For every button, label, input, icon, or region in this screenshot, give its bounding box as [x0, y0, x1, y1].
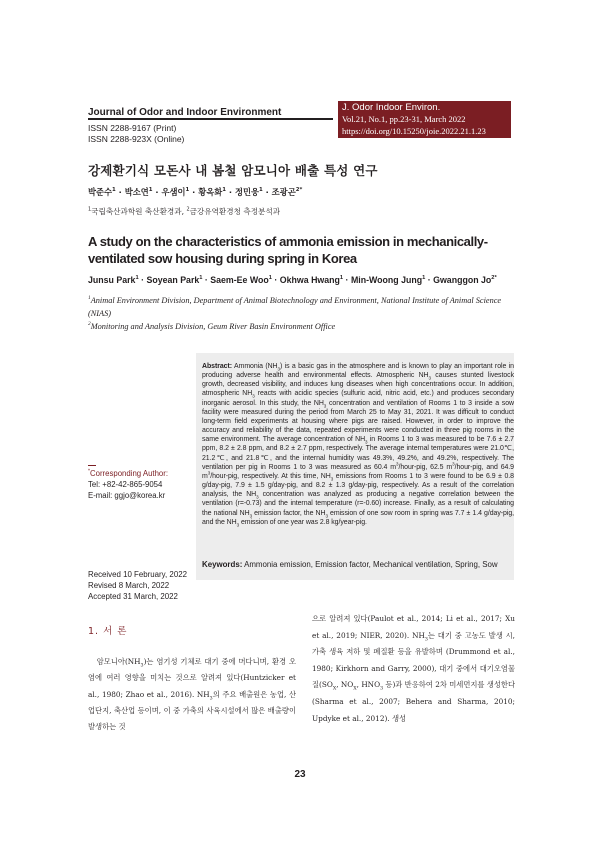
corresponding-email[interactable]: E-mail: ggjo@korea.kr [88, 491, 166, 500]
page-number: 23 [294, 769, 306, 780]
journal-citation-box [338, 101, 511, 138]
header-rule [88, 118, 333, 120]
author: Min-Woong Jung [350, 275, 423, 285]
english-title: A study on the characteristics of ammonia emission in mechanically-ventilated sow housing during spring in Korea [88, 234, 488, 266]
article-dates [88, 569, 187, 602]
keywords: Keywords: Ammonia emission, Emission factor, Mechanical ventilation, Spring, Sow [202, 560, 498, 569]
journal-header [88, 107, 333, 145]
corresponding-tel: Tel: +82-42-865-9054 [88, 480, 163, 489]
author: Junsu Park [88, 275, 136, 285]
section-heading: 1. 서 론 [88, 626, 128, 637]
english-authors: Junsu Park$^1$ · Soyean Park$^1$ · Saem-Ee Woo$^1$ · Okhwa Hwang$^1$ · Min-Woong Jung$^1$ · Gwanggon $Jo^{2*}$ [88, 275, 497, 285]
author: 조광곤 [271, 187, 296, 197]
date-accepted: Accepted 31 March, 2022 [88, 592, 178, 601]
box-doi[interactable]: https://doi.org/10.15250/joie.2022.21.1.23 [342, 126, 486, 136]
author: 박소연 [124, 187, 149, 197]
korean-affiliations: $^1$국립축산과학원 축산환경과, $^2$금강유역환경청 측정분석과 [88, 206, 281, 216]
author: 정민웅 [234, 187, 259, 197]
journal-name: Journal of Odor and Indoor Environment [88, 107, 282, 118]
abstract: Abstract: Ammonia $(NH_3)$ is a basic gas in the atmosphere and is known to play an important role in producing adverse health and environmental effects. Atmospheric $NH_3$ causes stunted livestock growth, decreased visibility, and induces lung diseases when high concentrations occur. In addition, atmospheric $NH_3$ reacts with acidic species (sulfuric acid, nitric acid, etc.) and produces secondary inorganic aerosol. In this study, the $NH_3$ concentration and ventilation of Rooms 1 to 3 inside a sow facility were measured during the period from March 25 to May 31, 2021. It was difficult to conduct long-term field experiments at housing where pigs are raised. However, in order to improve the accuracy and reliability of the data, repeated experiments were conducted in three pig rooms in the same environment. The average concentration of $NH_3$ in Rooms 1 to 3 was measured to be 7.6 ± 2.7 ppm, 8.2 ± 2.8 ppm, and 8.2 ± 2.7 ppm, respectively. The average internal temperatures were 21.0℃, 21.2℃, and 21.8℃, and the internal humidity was 49.3%, 49.2%, and 49.2%, respectively. The ventilation per pig in Rooms 1 to 3 was measured as 60.4 $m^3/hour$-pig, 62.5 $m^3/hour$-pig, and 64.9 $m^3/hour$-pig, respectively. At this time, $NH_3$ emissions from Rooms 1 to 3 were found to be 6.9 ± 0.8 g/day-pig, 7.9 ± 1.5 g/day-pig, and 8.2 ± 1.3 g/day-pig, respectively. As a result of the correlation analysis, the $NH_3$ concentration was analyzed as producing a negative correlation between the ventilation (r=-0.73) and the internal temperature (r=-0.60) increase. Finally, as a result of calculating the national $NH_3$ emission factor, the $NH_3$ emission of one sow room in spring was 7.7 ± 1.4 g/day-pig, and the $NH_3$ emission of one year was 2.8 kg/year-pig. [202, 363, 514, 528]
corresponding-author: *Corresponding Author: Tel: +82-42-865-9054 E-mail: ggjo@korea.kr [88, 468, 193, 501]
author: Gwanggon Jo [433, 275, 492, 285]
korean-title: 강제환기식 모돈사 내 봄철 암모니아 배출 특성 연구 [88, 163, 378, 178]
author: 우샘이 [161, 187, 186, 197]
date-revised: Revised 8 March, 2022 [88, 581, 170, 590]
author: Okhwa Hwang [279, 275, 340, 285]
box-journal: J. Odor Indoor Environ. [342, 102, 441, 113]
author: Saem-Ee Woo [210, 275, 269, 285]
author: 황옥화 [198, 187, 223, 197]
author: 박준수 [88, 187, 113, 197]
english-affiliations: $^1$Animal Environment Division, Department of Animal Biotechnology and Environment, National Institute of Animal Science (NIAS) $^2$Monitoring and Analysis Division, Geum River Basin Environment Office [88, 295, 502, 331]
issn-online: ISSN 2288-923X (Online) [88, 134, 185, 144]
body-column-right: 으로 알려져 있다(Paulot et al., 2014; Li et al., 2017; Xu et al., 2019; NIER, 2020). $NH_3$는 대기 중 고농도 발생 시, 가축 생육 저하 및 폐질환 등을 유발하며 (Drummond et al., 1980; Kirkhorn and Garry, 2000), 대기 중에서 대기오염물질($SO_X$, $NO_X$, $HNO_3$ 등)과 반응하여 2차 미세먼지를 생성한다(Sharma et al., 2007; Behera and Sharma, 2010; Updyke et al., 2012). 생성 [312, 614, 516, 723]
corresponding-rule [88, 465, 96, 466]
issn-print: ISSN 2288-9167 (Print) [88, 123, 177, 133]
body-column-left: 암모니아$(NH_3)$는 염기성 기체로 대기 중에 머다니며, 환경 오염에 여러 영향을 미치는 것으로 알려져 있다(Huntzicker et al., 1980; Zhao et al., 2016). $NH_3$의 주요 배출원은 농업, 산업단지, 축산업 등이며, 이 중 가축의 사육시설에서 많은 배출량이 발생하는 것 [88, 657, 296, 732]
author: Soyean Park [146, 275, 200, 285]
box-volume: Vol.21, No.1, pp.23-31, March 2022 [342, 114, 466, 124]
date-received: Received 10 February, 2022 [88, 570, 187, 579]
korean-authors: 박준수$^1$ · 박소연$^1$ · 우샘이$^1$ · 황옥화$^1$ · 정민웅$^1$ · 조광곤$^{2*}$ [88, 187, 303, 197]
